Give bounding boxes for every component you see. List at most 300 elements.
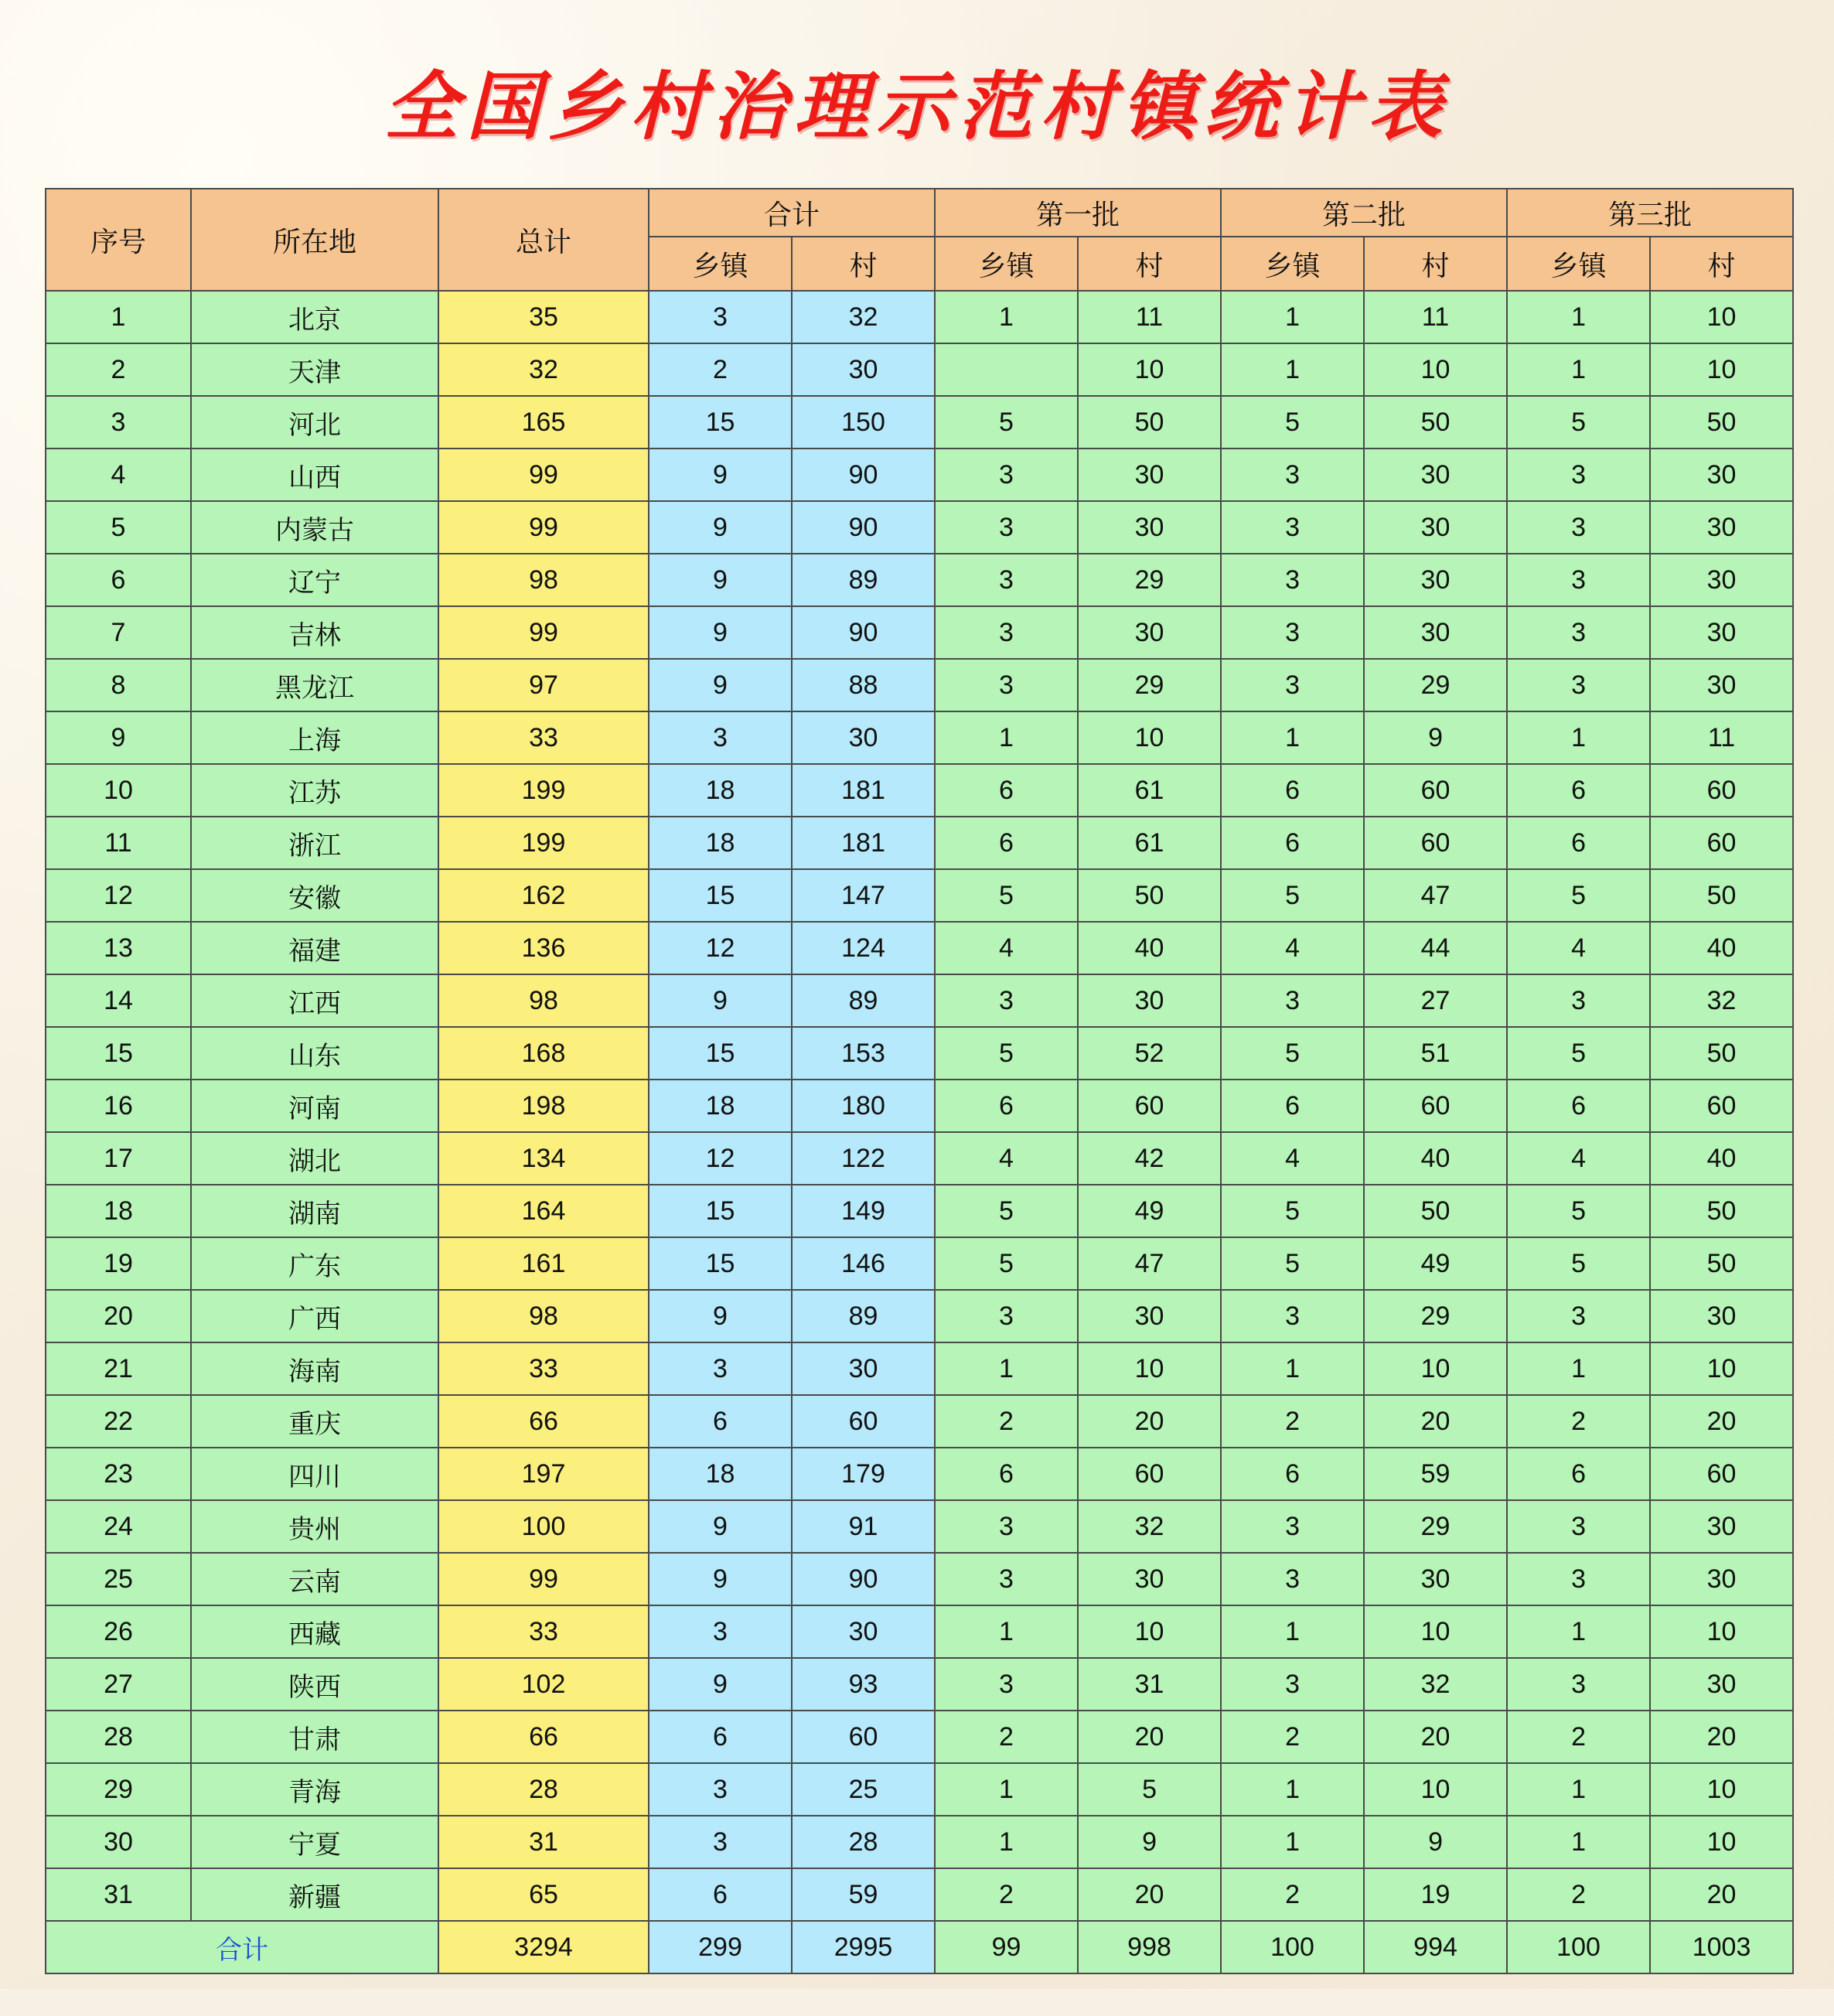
cell-batch3-village: 10 [1650, 291, 1793, 343]
cell-batch3-village: 10 [1650, 1342, 1793, 1395]
header-batch2-town: 乡镇 [1221, 237, 1364, 291]
cell-batch2-village: 51 [1364, 1027, 1507, 1080]
cell-place: 上海 [191, 711, 438, 764]
cell-he-town: 3 [649, 1605, 792, 1658]
cell-batch2-village: 10 [1364, 343, 1507, 396]
cell-batch3-village: 20 [1650, 1711, 1793, 1763]
cell-batch3-town: 4 [1507, 1132, 1650, 1185]
cell-he-town: 15 [649, 396, 792, 449]
footer-batch2-village: 994 [1364, 1921, 1507, 1973]
cell-batch1-village: 10 [1078, 343, 1221, 396]
cell-batch2-town: 6 [1221, 1448, 1364, 1500]
cell-total: 28 [438, 1763, 649, 1816]
cell-he-village: 59 [792, 1868, 935, 1921]
cell-he-village: 89 [792, 974, 935, 1027]
cell-he-village: 180 [792, 1080, 935, 1132]
cell-batch1-village: 61 [1078, 817, 1221, 869]
cell-index: 30 [46, 1816, 191, 1868]
cell-batch3-town: 1 [1507, 1763, 1650, 1816]
table-row [46, 1395, 1793, 1448]
footer-batch3-village: 1003 [1650, 1921, 1793, 1973]
cell-he-town: 6 [649, 1868, 792, 1921]
cell-place: 湖南 [191, 1185, 438, 1237]
cell-index: 3 [46, 396, 191, 449]
cell-batch1-village: 42 [1078, 1132, 1221, 1185]
cell-batch2-village: 10 [1364, 1605, 1507, 1658]
cell-batch1-village: 50 [1078, 396, 1221, 449]
cell-batch1-town: 1 [935, 1763, 1078, 1816]
cell-batch3-village: 30 [1650, 606, 1793, 659]
cell-total: 164 [438, 1185, 649, 1237]
cell-batch1-village: 10 [1078, 1342, 1221, 1395]
cell-batch1-town: 3 [935, 1290, 1078, 1342]
cell-he-village: 89 [792, 1290, 935, 1342]
cell-batch1-village: 30 [1078, 501, 1221, 554]
cell-total: 33 [438, 711, 649, 764]
cell-place: 江西 [191, 974, 438, 1027]
cell-he-town: 18 [649, 1448, 792, 1500]
cell-batch1-village: 30 [1078, 1290, 1221, 1342]
cell-batch1-town: 4 [935, 922, 1078, 974]
cell-batch2-village: 19 [1364, 1868, 1507, 1921]
cell-batch2-village: 50 [1364, 396, 1507, 449]
cell-batch3-town: 3 [1507, 1290, 1650, 1342]
cell-batch2-town: 3 [1221, 659, 1364, 711]
cell-place: 新疆 [191, 1868, 438, 1921]
cell-he-village: 122 [792, 1132, 935, 1185]
cell-he-village: 153 [792, 1027, 935, 1080]
cell-total: 165 [438, 396, 649, 449]
header-row-groups [46, 189, 1793, 237]
cell-batch1-village: 10 [1078, 711, 1221, 764]
table-row [46, 817, 1793, 869]
cell-total: 33 [438, 1605, 649, 1658]
cell-batch1-village: 20 [1078, 1868, 1221, 1921]
cell-he-village: 30 [792, 343, 935, 396]
header-he-village: 村 [792, 237, 935, 291]
cell-batch1-village: 31 [1078, 1658, 1221, 1711]
cell-batch3-town: 5 [1507, 396, 1650, 449]
cell-he-village: 32 [792, 291, 935, 343]
footer-total: 3294 [438, 1921, 649, 1973]
cell-he-town: 3 [649, 711, 792, 764]
table-header [46, 189, 1793, 291]
cell-he-village: 28 [792, 1816, 935, 1868]
table-row [46, 1080, 1793, 1132]
cell-batch1-village: 9 [1078, 1816, 1221, 1868]
cell-batch3-village: 50 [1650, 396, 1793, 449]
cell-batch3-town: 5 [1507, 1185, 1650, 1237]
header-batch3-village: 村 [1650, 237, 1793, 291]
cell-batch2-village: 30 [1364, 501, 1507, 554]
cell-batch1-town: 3 [935, 1658, 1078, 1711]
cell-batch2-town: 4 [1221, 1132, 1364, 1185]
cell-he-town: 18 [649, 817, 792, 869]
cell-batch1-village: 20 [1078, 1395, 1221, 1448]
cell-he-village: 91 [792, 1500, 935, 1553]
cell-place: 西藏 [191, 1605, 438, 1658]
cell-index: 21 [46, 1342, 191, 1395]
cell-batch1-village: 5 [1078, 1763, 1221, 1816]
table-row [46, 343, 1793, 396]
header-group-batch1: 第一批 [935, 189, 1221, 237]
cell-batch3-village: 50 [1650, 1185, 1793, 1237]
cell-batch3-town: 3 [1507, 659, 1650, 711]
cell-total: 66 [438, 1711, 649, 1763]
cell-place: 山西 [191, 449, 438, 501]
table-footer [46, 1921, 1793, 1973]
table-row [46, 449, 1793, 501]
cell-batch2-town: 5 [1221, 1185, 1364, 1237]
cell-batch2-village: 27 [1364, 974, 1507, 1027]
cell-place: 宁夏 [191, 1816, 438, 1868]
cell-total: 35 [438, 291, 649, 343]
cell-index: 26 [46, 1605, 191, 1658]
cell-index: 23 [46, 1448, 191, 1500]
cell-batch2-town: 3 [1221, 606, 1364, 659]
cell-total: 98 [438, 1290, 649, 1342]
cell-batch3-village: 60 [1650, 1080, 1793, 1132]
cell-batch3-village: 60 [1650, 817, 1793, 869]
cell-batch1-village: 30 [1078, 449, 1221, 501]
cell-batch1-town: 1 [935, 1605, 1078, 1658]
cell-batch3-village: 30 [1650, 554, 1793, 606]
cell-total: 197 [438, 1448, 649, 1500]
cell-index: 17 [46, 1132, 191, 1185]
cell-batch1-village: 61 [1078, 764, 1221, 817]
cell-he-town: 3 [649, 1342, 792, 1395]
cell-batch3-town: 1 [1507, 711, 1650, 764]
cell-he-village: 30 [792, 1605, 935, 1658]
cell-index: 1 [46, 291, 191, 343]
cell-he-town: 9 [649, 1500, 792, 1553]
cell-index: 14 [46, 974, 191, 1027]
cell-batch2-town: 2 [1221, 1395, 1364, 1448]
cell-total: 199 [438, 764, 649, 817]
cell-batch1-village: 40 [1078, 922, 1221, 974]
table-row [46, 1185, 1793, 1237]
cell-batch1-village: 49 [1078, 1185, 1221, 1237]
cell-index: 18 [46, 1185, 191, 1237]
cell-batch2-village: 10 [1364, 1342, 1507, 1395]
cell-batch1-town: 6 [935, 817, 1078, 869]
cell-place: 辽宁 [191, 554, 438, 606]
cell-total: 32 [438, 343, 649, 396]
cell-index: 15 [46, 1027, 191, 1080]
cell-batch3-village: 10 [1650, 1763, 1793, 1816]
header-group-batch2: 第二批 [1221, 189, 1507, 237]
footer-row [46, 1921, 1793, 1973]
cell-index: 10 [46, 764, 191, 817]
cell-he-town: 9 [649, 1658, 792, 1711]
footer-batch3-town: 100 [1507, 1921, 1650, 1973]
statistics-table [45, 188, 1794, 1974]
cell-place: 黑龙江 [191, 659, 438, 711]
table-row [46, 1027, 1793, 1080]
cell-he-town: 15 [649, 1237, 792, 1290]
cell-batch3-village: 60 [1650, 1448, 1793, 1500]
cell-index: 31 [46, 1868, 191, 1921]
table-row [46, 396, 1793, 449]
cell-batch3-village: 30 [1650, 1658, 1793, 1711]
cell-batch3-town: 6 [1507, 817, 1650, 869]
header-batch1-town: 乡镇 [935, 237, 1078, 291]
table-row [46, 606, 1793, 659]
cell-he-town: 9 [649, 1290, 792, 1342]
header-index: 序号 [46, 189, 191, 291]
cell-index: 28 [46, 1711, 191, 1763]
cell-batch2-town: 1 [1221, 291, 1364, 343]
cell-batch2-village: 44 [1364, 922, 1507, 974]
cell-batch2-town: 1 [1221, 1763, 1364, 1816]
table-row [46, 1763, 1793, 1816]
cell-batch1-village: 50 [1078, 869, 1221, 922]
cell-batch1-town: 2 [935, 1395, 1078, 1448]
cell-batch3-town: 3 [1507, 606, 1650, 659]
cell-batch3-town: 2 [1507, 1711, 1650, 1763]
table-row [46, 1553, 1793, 1605]
cell-batch1-village: 47 [1078, 1237, 1221, 1290]
cell-total: 97 [438, 659, 649, 711]
table-row [46, 711, 1793, 764]
table-row [46, 1342, 1793, 1395]
cell-batch2-village: 9 [1364, 711, 1507, 764]
cell-batch2-town: 6 [1221, 764, 1364, 817]
cell-batch1-town: 3 [935, 501, 1078, 554]
header-place: 所在地 [191, 189, 438, 291]
cell-batch3-village: 30 [1650, 1290, 1793, 1342]
cell-he-village: 88 [792, 659, 935, 711]
cell-place: 青海 [191, 1763, 438, 1816]
cell-batch2-village: 20 [1364, 1711, 1507, 1763]
cell-batch2-town: 5 [1221, 1237, 1364, 1290]
cell-batch3-town: 2 [1507, 1868, 1650, 1921]
cell-batch1-town: 4 [935, 1132, 1078, 1185]
cell-place: 广东 [191, 1237, 438, 1290]
cell-he-village: 90 [792, 501, 935, 554]
cell-batch1-town: 1 [935, 1342, 1078, 1395]
cell-batch1-town: 3 [935, 606, 1078, 659]
cell-batch1-town: 2 [935, 1711, 1078, 1763]
cell-batch3-town: 6 [1507, 1080, 1650, 1132]
cell-batch3-town: 3 [1507, 1553, 1650, 1605]
cell-batch1-town: 3 [935, 449, 1078, 501]
cell-he-village: 90 [792, 1553, 935, 1605]
cell-batch2-village: 32 [1364, 1658, 1507, 1711]
cell-he-town: 18 [649, 1080, 792, 1132]
cell-batch1-town: 2 [935, 1868, 1078, 1921]
table-row [46, 1658, 1793, 1711]
cell-batch2-town: 2 [1221, 1868, 1364, 1921]
table-row [46, 659, 1793, 711]
cell-batch3-town: 3 [1507, 449, 1650, 501]
table-row [46, 974, 1793, 1027]
cell-batch3-village: 50 [1650, 1027, 1793, 1080]
cell-index: 4 [46, 449, 191, 501]
cell-batch3-town: 1 [1507, 1816, 1650, 1868]
cell-batch3-town: 6 [1507, 764, 1650, 817]
cell-place: 海南 [191, 1342, 438, 1395]
cell-index: 22 [46, 1395, 191, 1448]
cell-batch3-village: 50 [1650, 869, 1793, 922]
table-row [46, 1132, 1793, 1185]
cell-he-village: 90 [792, 606, 935, 659]
cell-he-town: 2 [649, 343, 792, 396]
table-row [46, 501, 1793, 554]
header-batch2-village: 村 [1364, 237, 1507, 291]
cell-he-town: 18 [649, 764, 792, 817]
cell-batch2-town: 6 [1221, 1080, 1364, 1132]
table-row [46, 764, 1793, 817]
cell-he-village: 179 [792, 1448, 935, 1500]
cell-he-town: 15 [649, 1185, 792, 1237]
cell-batch1-village: 30 [1078, 974, 1221, 1027]
cell-place: 重庆 [191, 1395, 438, 1448]
cell-batch3-village: 10 [1650, 1605, 1793, 1658]
cell-batch2-village: 9 [1364, 1816, 1507, 1868]
cell-batch3-village: 20 [1650, 1395, 1793, 1448]
cell-batch2-village: 30 [1364, 449, 1507, 501]
page-title: 全国乡村治理示范村镇统计表 [384, 63, 1450, 150]
cell-place: 江苏 [191, 764, 438, 817]
cell-batch3-town: 3 [1507, 974, 1650, 1027]
cell-batch3-town: 5 [1507, 1027, 1650, 1080]
cell-batch1-village: 29 [1078, 659, 1221, 711]
cell-he-town: 9 [649, 659, 792, 711]
cell-batch2-village: 60 [1364, 764, 1507, 817]
cell-he-village: 25 [792, 1763, 935, 1816]
cell-place: 福建 [191, 922, 438, 974]
footer-batch1-town: 99 [935, 1921, 1078, 1973]
table-row [46, 1500, 1793, 1553]
cell-index: 5 [46, 501, 191, 554]
cell-he-village: 30 [792, 1342, 935, 1395]
cell-total: 98 [438, 974, 649, 1027]
cell-index: 12 [46, 869, 191, 922]
cell-place: 内蒙古 [191, 501, 438, 554]
cell-batch1-town: 6 [935, 764, 1078, 817]
cell-batch3-town: 3 [1507, 554, 1650, 606]
cell-he-village: 60 [792, 1711, 935, 1763]
cell-batch1-village: 60 [1078, 1448, 1221, 1500]
cell-total: 161 [438, 1237, 649, 1290]
cell-place: 贵州 [191, 1500, 438, 1553]
cell-index: 16 [46, 1080, 191, 1132]
cell-batch3-town: 6 [1507, 1448, 1650, 1500]
cell-batch2-village: 30 [1364, 1553, 1507, 1605]
cell-batch2-town: 5 [1221, 869, 1364, 922]
cell-batch2-village: 47 [1364, 869, 1507, 922]
cell-he-village: 181 [792, 817, 935, 869]
cell-place: 天津 [191, 343, 438, 396]
cell-batch3-town: 1 [1507, 343, 1650, 396]
cell-batch1-village: 20 [1078, 1711, 1221, 1763]
header-batch3-town: 乡镇 [1507, 237, 1650, 291]
cell-batch2-town: 2 [1221, 1711, 1364, 1763]
cell-he-town: 9 [649, 1553, 792, 1605]
table-row [46, 1448, 1793, 1500]
table-row [46, 922, 1793, 974]
cell-batch2-town: 1 [1221, 1816, 1364, 1868]
cell-batch1-village: 10 [1078, 1605, 1221, 1658]
cell-batch2-village: 40 [1364, 1132, 1507, 1185]
cell-total: 100 [438, 1500, 649, 1553]
page-bottom-margin [45, 1974, 1789, 2016]
cell-he-village: 93 [792, 1658, 935, 1711]
cell-batch3-village: 30 [1650, 1553, 1793, 1605]
cell-batch1-town: 1 [935, 711, 1078, 764]
cell-he-town: 15 [649, 869, 792, 922]
cell-he-village: 89 [792, 554, 935, 606]
cell-batch1-town: 5 [935, 1237, 1078, 1290]
cell-batch2-village: 29 [1364, 1500, 1507, 1553]
footer-batch1-village: 998 [1078, 1921, 1221, 1973]
cell-index: 9 [46, 711, 191, 764]
cell-batch1-town: 1 [935, 291, 1078, 343]
cell-batch3-village: 60 [1650, 764, 1793, 817]
table-row [46, 554, 1793, 606]
cell-batch3-town: 4 [1507, 922, 1650, 974]
cell-batch1-town: 3 [935, 1553, 1078, 1605]
cell-batch1-town: 5 [935, 1027, 1078, 1080]
cell-place: 山东 [191, 1027, 438, 1080]
cell-index: 29 [46, 1763, 191, 1816]
cell-batch1-village: 30 [1078, 606, 1221, 659]
cell-he-village: 90 [792, 449, 935, 501]
cell-place: 河北 [191, 396, 438, 449]
cell-total: 99 [438, 1553, 649, 1605]
cell-batch3-village: 30 [1650, 659, 1793, 711]
cell-batch2-town: 5 [1221, 396, 1364, 449]
cell-total: 199 [438, 817, 649, 869]
cell-index: 19 [46, 1237, 191, 1290]
cell-batch3-town: 1 [1507, 291, 1650, 343]
cell-total: 102 [438, 1658, 649, 1711]
cell-batch1-town: 5 [935, 396, 1078, 449]
cell-he-village: 30 [792, 711, 935, 764]
cell-batch3-village: 50 [1650, 1237, 1793, 1290]
cell-place: 安徽 [191, 869, 438, 922]
cell-index: 7 [46, 606, 191, 659]
cell-index: 13 [46, 922, 191, 974]
cell-total: 134 [438, 1132, 649, 1185]
cell-he-town: 12 [649, 922, 792, 974]
cell-batch2-town: 1 [1221, 1342, 1364, 1395]
cell-batch1-town: 6 [935, 1448, 1078, 1500]
cell-batch3-town: 3 [1507, 501, 1650, 554]
cell-batch3-town: 3 [1507, 1658, 1650, 1711]
cell-batch2-town: 3 [1221, 1553, 1364, 1605]
table-row [46, 1868, 1793, 1921]
table-row [46, 291, 1793, 343]
cell-batch2-town: 3 [1221, 554, 1364, 606]
header-group-he: 合计 [649, 189, 935, 237]
cell-total: 98 [438, 554, 649, 606]
cell-batch3-village: 10 [1650, 343, 1793, 396]
cell-place: 广西 [191, 1290, 438, 1342]
cell-batch2-village: 50 [1364, 1185, 1507, 1237]
header-group-batch3: 第三批 [1507, 189, 1793, 237]
cell-index: 6 [46, 554, 191, 606]
cell-place: 甘肃 [191, 1711, 438, 1763]
header-he-town: 乡镇 [649, 237, 792, 291]
table-row [46, 1605, 1793, 1658]
cell-batch1-village: 11 [1078, 291, 1221, 343]
cell-batch1-village: 29 [1078, 554, 1221, 606]
cell-batch1-town: 3 [935, 974, 1078, 1027]
table-row [46, 1290, 1793, 1342]
cell-batch2-town: 3 [1221, 974, 1364, 1027]
